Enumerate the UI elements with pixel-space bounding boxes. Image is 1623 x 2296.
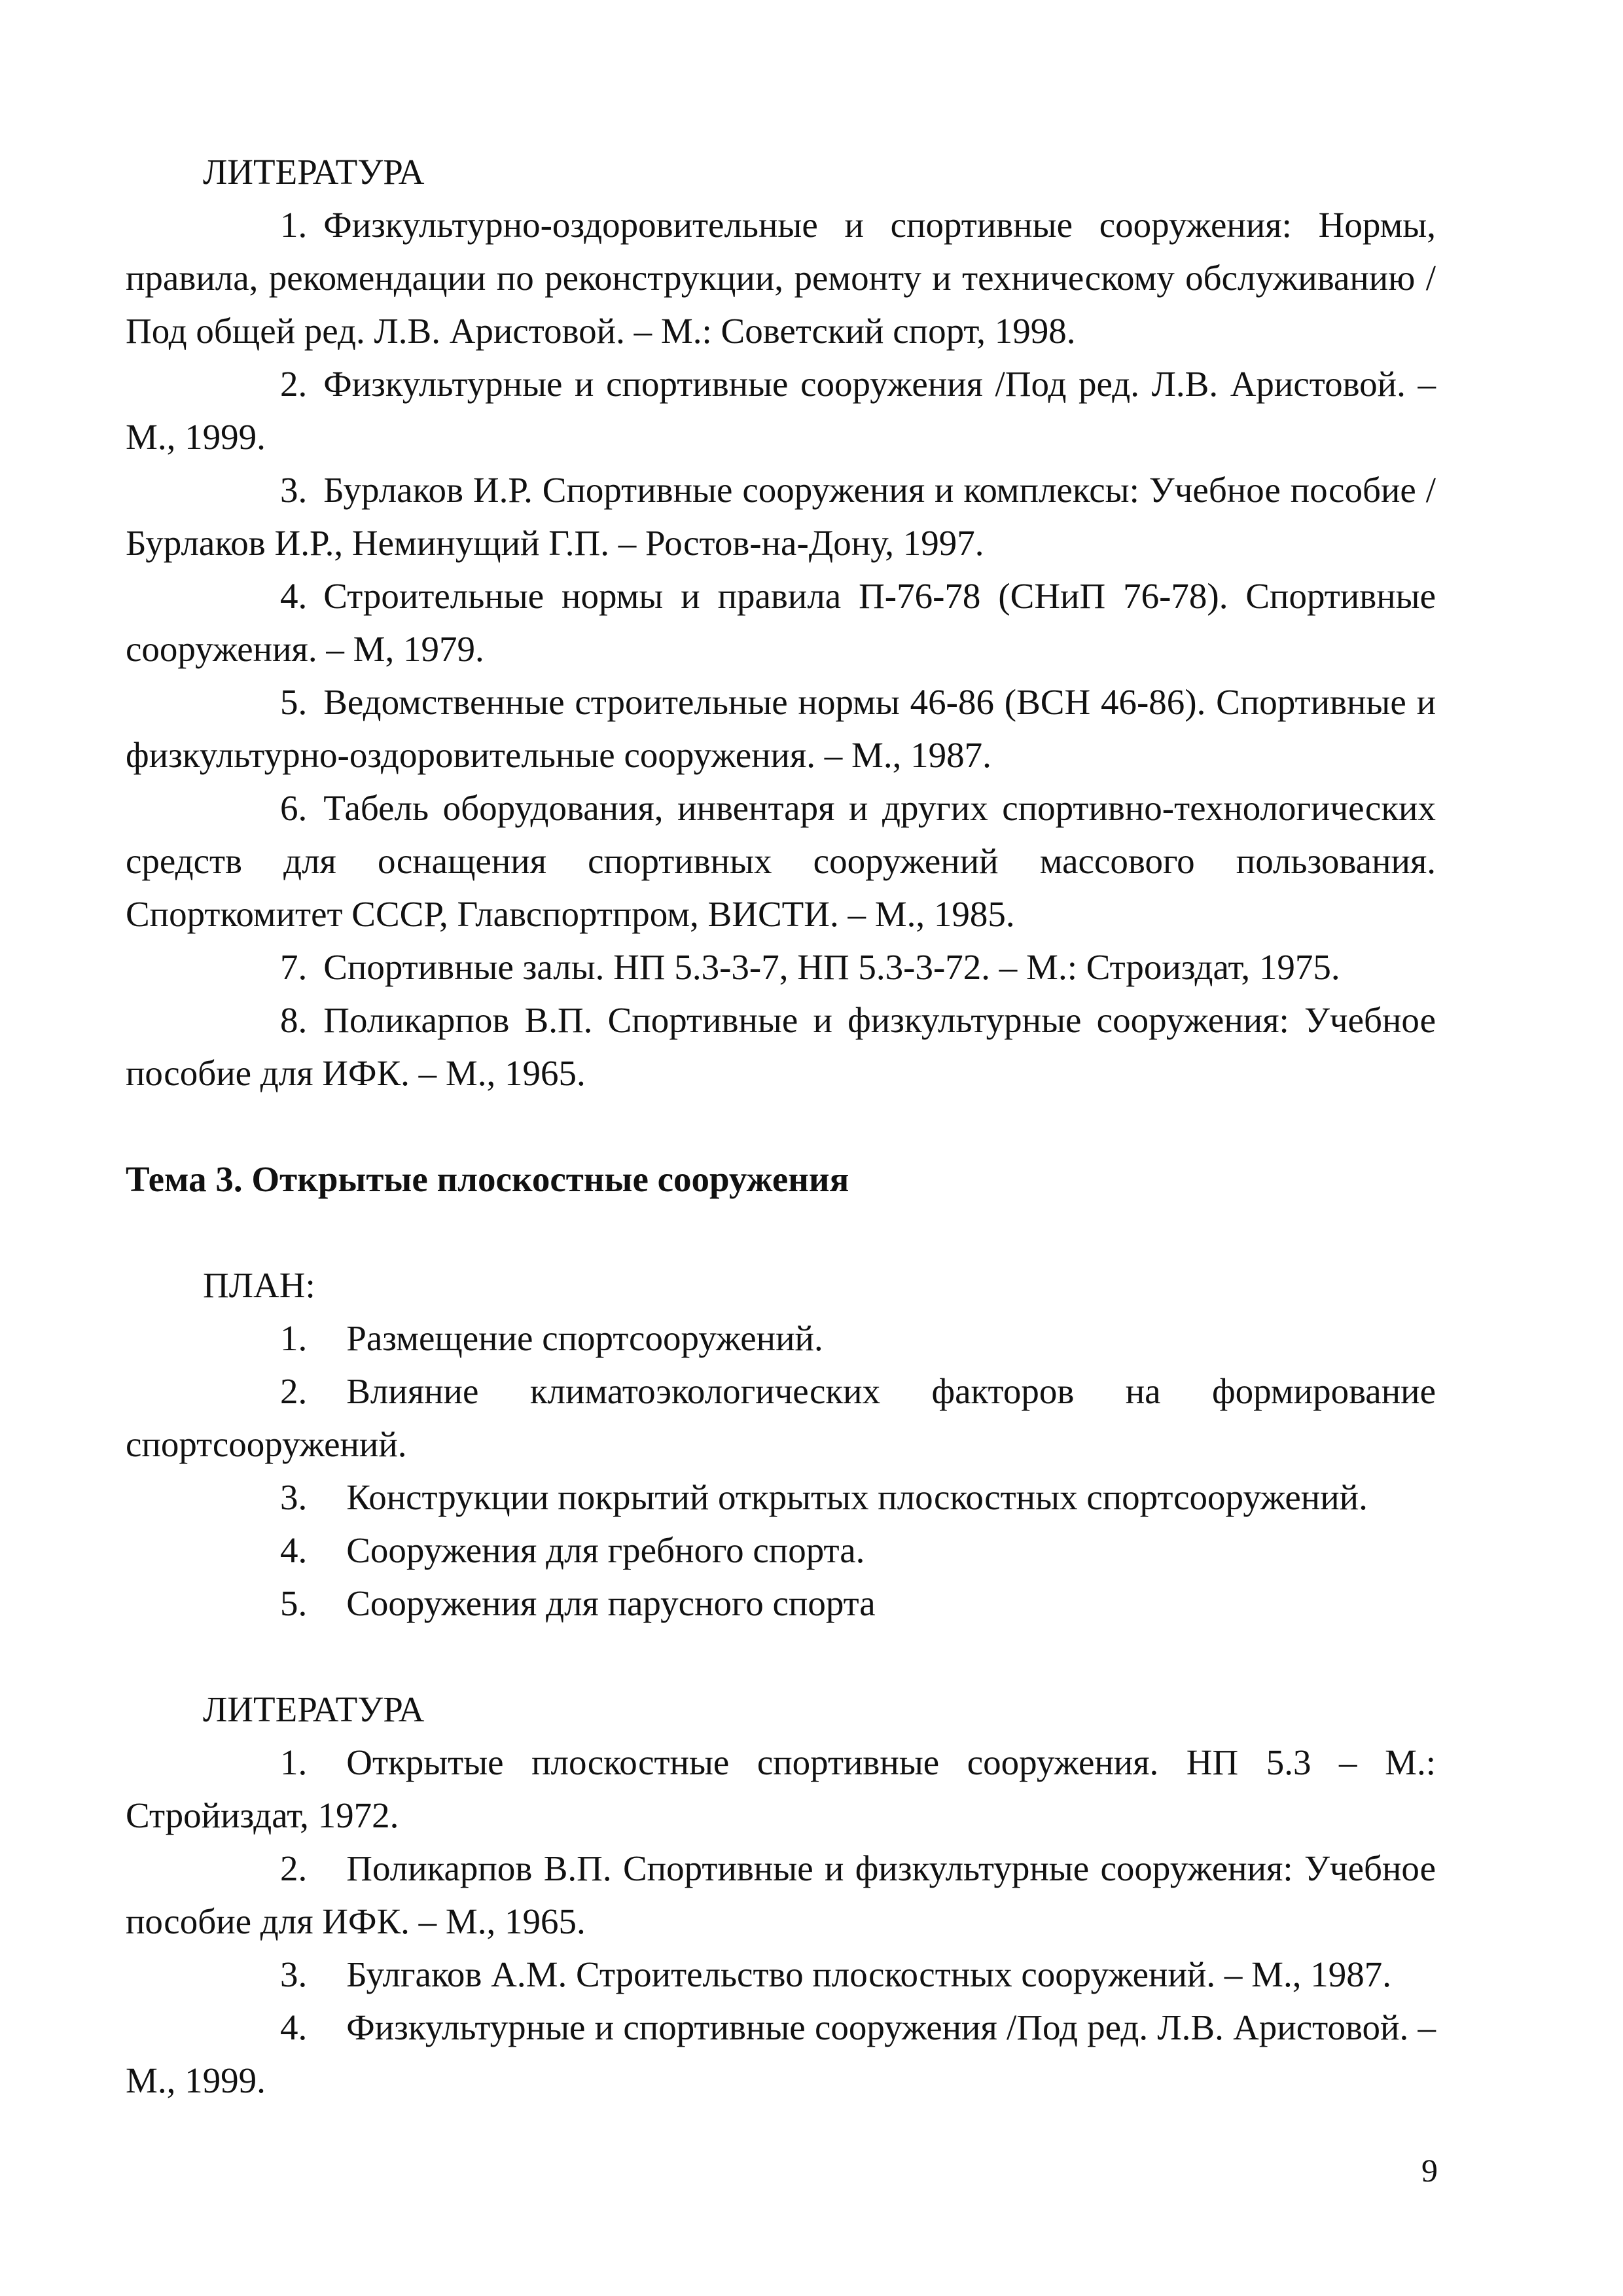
item-number: 5. — [280, 1583, 308, 1623]
literature-item — [126, 994, 1436, 1100]
item-text: Бурлаков И.Р. Спортивные сооружения и комплексы: Учебное пособие /Бурлаков И.Р., Неминущий Г.П. – Ростов-на-Дону, 1997. — [126, 470, 1436, 563]
plan-heading: ПЛАН: — [203, 1265, 315, 1305]
topic-title: Тема 3. Открытые плоскостные сооружения — [126, 1159, 849, 1199]
item-text: Сооружения для парусного спорта — [346, 1583, 876, 1623]
item-number: 3. — [280, 1954, 308, 1994]
literature-item — [126, 569, 1436, 675]
item-number: 4. — [280, 576, 308, 616]
literature-item — [126, 2001, 1436, 2107]
item-number: 8. — [280, 1000, 308, 1040]
literature-item — [126, 463, 1436, 569]
item-number: 2. — [280, 1848, 308, 1888]
literature-section-1 — [126, 145, 1436, 1100]
literature-heading: ЛИТЕРАТУРА — [203, 1689, 425, 1729]
item-number: 1. — [280, 1318, 308, 1358]
item-number: 3. — [280, 470, 308, 510]
plan-item — [126, 1312, 1436, 1365]
literature-item — [126, 941, 1436, 994]
plan-item — [126, 1524, 1436, 1577]
item-text: Открытые плоскостные спортивные сооружения. НП 5.3 – М.: Стройиздат, 1972. — [126, 1742, 1436, 1835]
item-text: Табель оборудования, инвентаря и других спортивно-технологических средств для оснащения спортивных сооружений массового пользования. Спорткомитет СССР, Главспортпром, ВИСТИ. – М., 1985. — [126, 788, 1436, 934]
item-number: 2. — [280, 364, 308, 404]
item-number: 7. — [280, 947, 308, 987]
document-page — [126, 145, 1436, 2107]
item-number: 3. — [280, 1477, 308, 1517]
item-text: Сооружения для гребного спорта. — [346, 1530, 865, 1570]
item-text: Булгаков А.М. Строительство плоскостных сооружений. – М., 1987. — [346, 1954, 1391, 1994]
item-text: Ведомственные строительные нормы 46-86 (ВСН 46-86). Спортивные и физкультурно-оздоровительные сооружения. – М., 1987. — [126, 682, 1436, 775]
item-text: Строительные нормы и правила П-76-78 (СНиП 76-78). Спортивные сооружения. – М, 1979. — [126, 576, 1436, 669]
item-number: 5. — [280, 682, 308, 722]
item-number: 2. — [280, 1371, 308, 1411]
literature-section-2 — [126, 1683, 1436, 2107]
literature-item — [126, 198, 1436, 357]
literature-item — [126, 675, 1436, 781]
item-text: Физкультурные и спортивные сооружения /Под ред. Л.В. Аристовой. – М., 1999. — [126, 2007, 1436, 2100]
item-text: Влияние климатоэкологических факторов на формирование спортсооружений. — [126, 1371, 1436, 1464]
literature-heading: ЛИТЕРАТУРА — [203, 152, 425, 192]
plan-item — [126, 1471, 1436, 1524]
page-number: 9 — [1421, 2152, 1438, 2189]
literature-item — [126, 1736, 1436, 1842]
item-text: Конструкции покрытий открытых плоскостных спортсооружений. — [346, 1477, 1368, 1517]
literature-item — [126, 1948, 1436, 2001]
item-text: Поликарпов В.П. Спортивные и физкультурные сооружения: Учебное пособие для ИФК. – М., 1965. — [126, 1000, 1436, 1093]
item-text: Физкультурные и спортивные сооружения /Под ред. Л.В. Аристовой. – М., 1999. — [126, 364, 1436, 457]
item-text: Спортивные залы. НП 5.3-3-7, НП 5.3-3-72. – М.: Строиздат, 1975. — [323, 947, 1340, 987]
item-number: 1. — [280, 205, 308, 245]
plan-section — [126, 1259, 1436, 1630]
item-text: Физкультурно-оздоровительные и спортивные сооружения: Нормы, правила, рекомендации по реконструкции, ремонту и техническому обслуживанию /Под общей ред. Л.В. Аристовой. – М.: Советский спорт, 1998. — [126, 205, 1436, 351]
plan-item — [126, 1365, 1436, 1471]
item-number: 6. — [280, 788, 308, 828]
item-text: Поликарпов В.П. Спортивные и физкультурные сооружения: Учебное пособие для ИФК. – М., 1965. — [126, 1848, 1436, 1941]
item-number: 1. — [280, 1742, 308, 1782]
literature-item — [126, 1842, 1436, 1948]
item-number: 4. — [280, 1530, 308, 1570]
literature-item — [126, 357, 1436, 463]
item-number: 4. — [280, 2007, 308, 2047]
literature-item — [126, 781, 1436, 941]
plan-item — [126, 1577, 1436, 1630]
item-text: Размещение спортсооружений. — [346, 1318, 823, 1358]
